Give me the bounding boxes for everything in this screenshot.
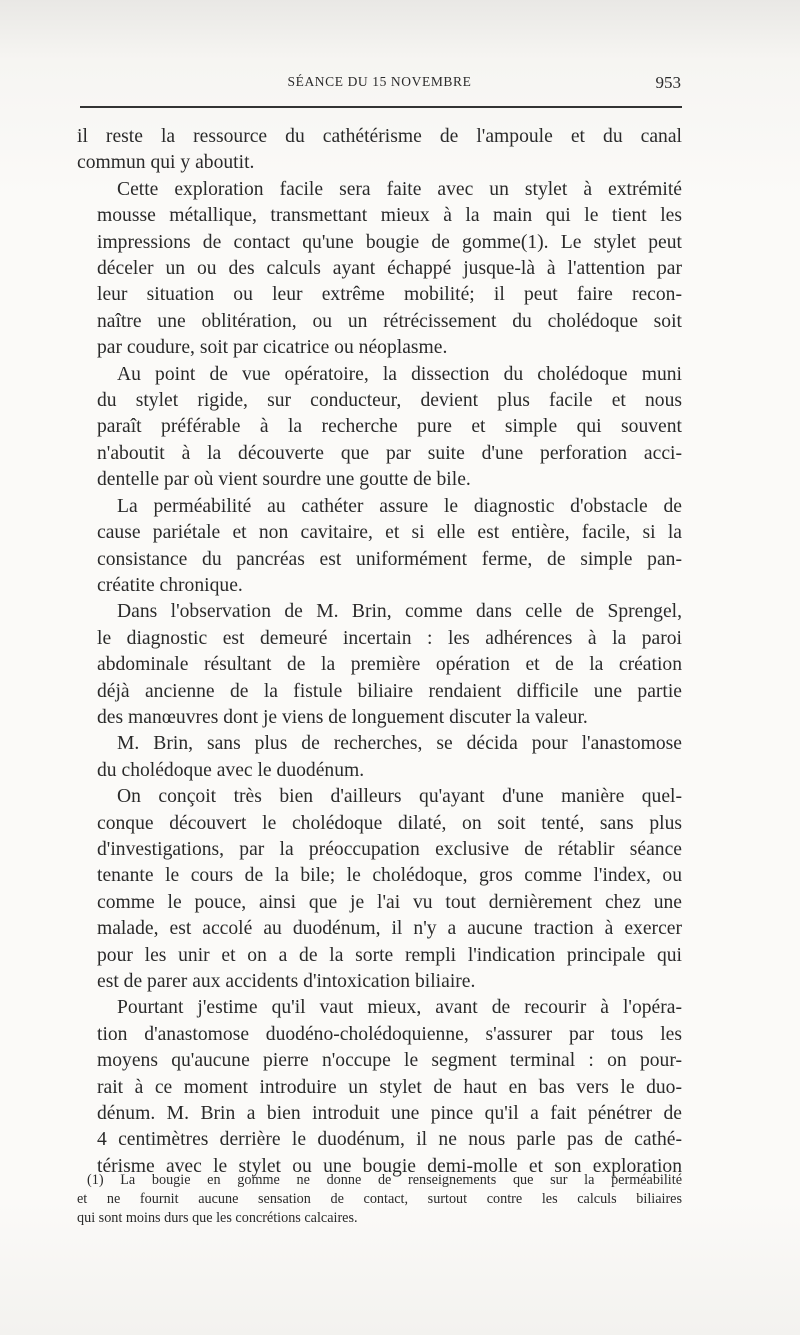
text-line: leur situation ou leur extrême mobilité; il peut faire recon- bbox=[97, 284, 682, 306]
text-line: 4 centimètres derrière le duodénum, il ne nous parle pas de cathé- bbox=[97, 1129, 682, 1151]
text-line: créatite chronique. bbox=[97, 574, 243, 596]
text-line: moyens qu'aucune pierre n'occupe le segment terminal : on pour- bbox=[97, 1050, 682, 1072]
text-line: le diagnostic est demeuré incertain : les adhérences à la paroi bbox=[97, 627, 682, 649]
page-number: 953 bbox=[655, 73, 681, 92]
text-line: térisme avec le stylet ou une bougie demi-molle et son exploration bbox=[97, 1155, 682, 1177]
text-line: des manœuvres dont je viens de longuement discuter la valeur. bbox=[97, 706, 588, 728]
running-header bbox=[78, 74, 681, 94]
text-line: dentelle par où vient sourdre une goutte de bile. bbox=[97, 469, 471, 491]
body-text bbox=[77, 124, 682, 1180]
text-line: est de parer aux accidents d'intoxication biliaire. bbox=[97, 971, 476, 992]
text-line: du cholédoque avec le duodénum. bbox=[97, 759, 365, 781]
paragraph bbox=[77, 784, 682, 995]
text-line: cause pariétale et non cavitaire, et si elle est entière, facile, si la bbox=[97, 522, 682, 544]
footnote-line: et ne fournit aucune sensation de contact, surtout contre les calculs biliaires bbox=[77, 1191, 682, 1207]
footnote bbox=[77, 1171, 682, 1228]
text-line: On conçoit très bien d'ailleurs qu'ayant d'une manière quel- bbox=[117, 786, 682, 808]
text-line: mousse métallique, transmettant mieux à la main qui le tient les bbox=[97, 205, 682, 227]
header-rule bbox=[80, 106, 682, 108]
text-line: pour les unir et on a de la sorte rempli l'indication principale qui bbox=[97, 944, 682, 966]
paragraph bbox=[77, 731, 682, 784]
text-line: conque découvert le cholédoque dilaté, on soit tenté, sans plus bbox=[97, 812, 682, 834]
running-title: SÉANCE DU 15 NOVEMBRE bbox=[287, 74, 472, 89]
footnote-line: (1) La bougie en gomme ne donne de renseignements que sur la perméabilité bbox=[87, 1172, 682, 1188]
paragraph bbox=[77, 362, 682, 494]
text-line: abdominale résultant de la première opération et de la création bbox=[97, 654, 682, 676]
paragraph bbox=[77, 494, 682, 600]
text-line: La perméabilité au cathéter assure le diagnostic d'obstacle de bbox=[117, 495, 682, 517]
text-line: naître une oblitération, ou un rétrécissement du cholédoque soit bbox=[97, 310, 682, 332]
paragraph bbox=[77, 177, 682, 362]
text-line: paraît préférable à la recherche pure et simple qui souvent bbox=[97, 416, 682, 438]
text-line: par coudure, soit par cicatrice ou néoplasme. bbox=[97, 337, 448, 359]
text-line: Cette exploration facile sera faite avec un stylet à extrémité bbox=[117, 178, 682, 200]
text-line: tenante le cours de la bile; le cholédoque, gros comme l'index, ou bbox=[97, 865, 682, 887]
text-line: M. Brin, sans plus de recherches, se décida pour l'anastomose bbox=[117, 733, 682, 755]
paragraph bbox=[77, 599, 682, 731]
text-line: commun qui y aboutit. bbox=[77, 152, 255, 174]
text-line: déceler un ou des calculs ayant échappé jusque-là à l'attention par bbox=[97, 258, 682, 280]
text-line: d'investigations, par la préoccupation exclusive de rétablir séance bbox=[97, 838, 682, 860]
footnote-line: qui sont moins durs que les concrétions calcaires. bbox=[77, 1210, 358, 1226]
text-line: Au point de vue opératoire, la dissection du cholédoque muni bbox=[117, 363, 682, 385]
text-line: il reste la ressource du cathétérisme de l'ampoule et du canal bbox=[77, 126, 682, 147]
text-line: dénum. M. Brin a bien introduit une pince qu'il a fait pénétrer de bbox=[97, 1103, 682, 1125]
text-line: déjà ancienne de la fistule biliaire rendaient difficile une partie bbox=[97, 680, 682, 702]
text-line: impressions de contact qu'une bougie de gomme(1). Le stylet peut bbox=[97, 231, 682, 253]
text-line: consistance du pancréas est uniformément ferme, de simple pan- bbox=[97, 548, 682, 570]
paragraph bbox=[77, 995, 682, 1180]
text-line: rait à ce moment introduire un stylet de haut en bas vers le duo- bbox=[97, 1076, 682, 1098]
text-line: du stylet rigide, sur conducteur, devient plus facile et nous bbox=[97, 390, 682, 412]
text-line: tion d'anastomose duodéno-cholédoquienne, s'assurer par tous les bbox=[97, 1023, 682, 1045]
text-line: comme le pouce, ainsi que je l'ai vu tout dernièrement chez une bbox=[97, 891, 682, 913]
text-line: malade, est accolé au duodénum, il n'y a aucune traction à exercer bbox=[97, 918, 682, 940]
paragraph-continued bbox=[77, 124, 682, 177]
text-line: Dans l'observation de M. Brin, comme dans celle de Sprengel, bbox=[117, 601, 682, 623]
text-line: n'aboutit à la découverte que par suite d'une perforation acci- bbox=[97, 442, 682, 464]
text-line: Pourtant j'estime qu'il vaut mieux, avant de recourir à l'opéra- bbox=[117, 997, 682, 1019]
